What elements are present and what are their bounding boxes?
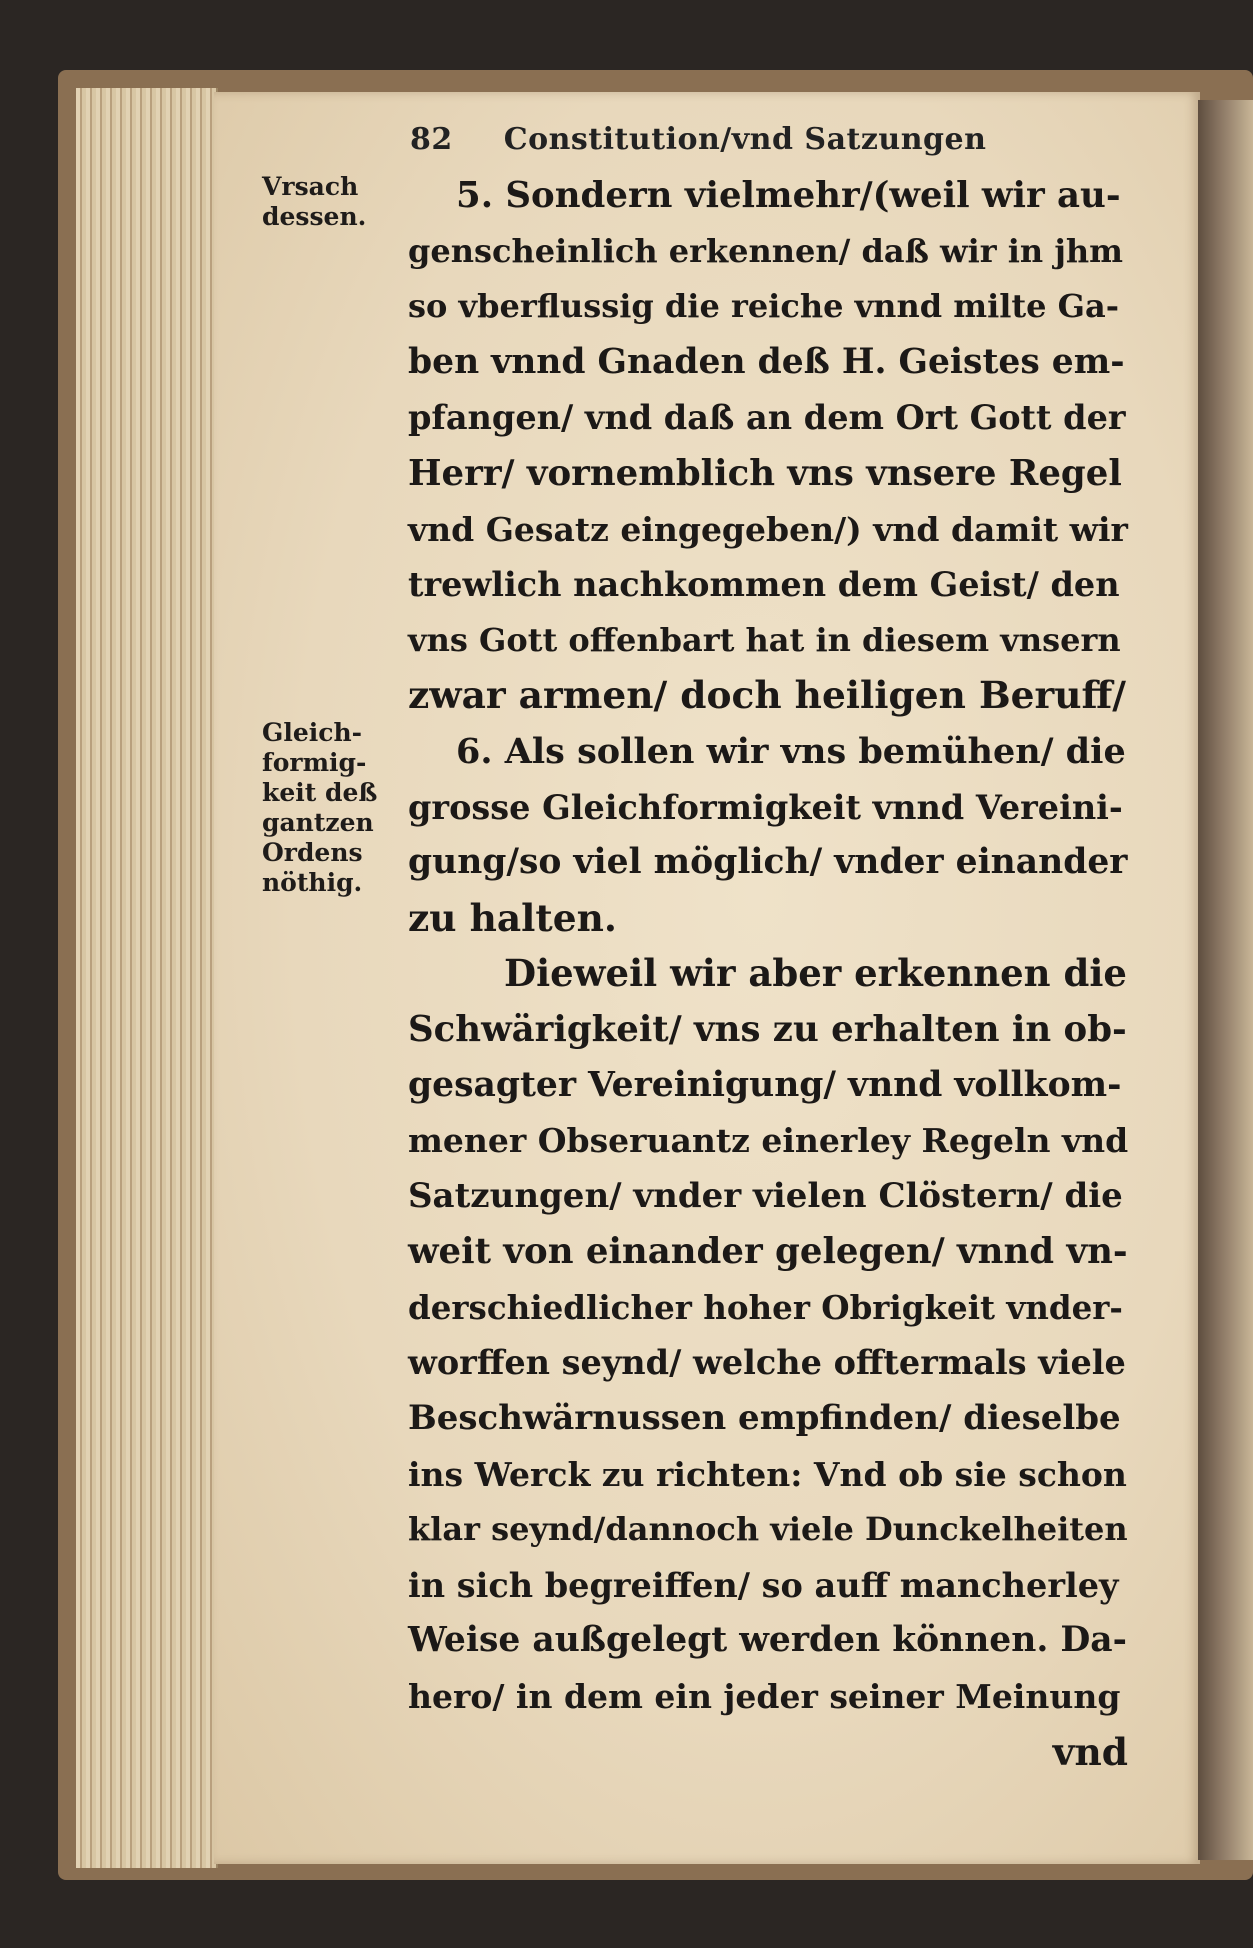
margin-note-line: nöthig. xyxy=(262,868,363,897)
margin-note-gleichformigkeit xyxy=(262,718,397,898)
text-line: 6. Als sollen wir vns bemühen/ die xyxy=(456,730,1126,772)
text-line: grosse Gleichformigkeit vnnd Vereini- xyxy=(408,787,1123,827)
text-line: gung/so viel möglich/ vnder einander xyxy=(408,842,1128,883)
margin-note-line: Gleich- xyxy=(262,718,363,747)
catchword: vnd xyxy=(1052,1729,1128,1774)
page-number: 82 xyxy=(410,122,453,157)
margin-note-line: gantzen xyxy=(262,808,374,837)
text-line: in sich begreiffen/ so auff mancherley xyxy=(408,1565,1119,1605)
margin-note-line: Vrsach xyxy=(262,172,359,201)
running-head xyxy=(410,122,1020,157)
text-line: hero/ in dem ein jeder seiner Meinung xyxy=(408,1677,1121,1717)
book-gutter xyxy=(1198,100,1253,1860)
text-line: pfangen/ vnd daß an dem Ort Gott der xyxy=(408,398,1126,438)
text-line: mener Obseruantz einerley Regeln vnd xyxy=(408,1121,1129,1161)
text-line: Weise außgelegt werden können. Da- xyxy=(408,1620,1127,1661)
text-line: vnd Gesatz eingegeben/) vnd damit wir xyxy=(408,509,1128,549)
margin-note-line: Ordens xyxy=(262,838,363,867)
text-line: vns Gott offenbart hat in diesem vnsern xyxy=(408,620,1121,659)
text-line: Dieweil wir aber erkennen die xyxy=(504,951,1127,996)
text-line: ins Werck zu richten: Vnd ob sie schon xyxy=(408,1454,1127,1494)
text-line: weit von einander gelegen/ vnnd vn- xyxy=(408,1231,1128,1273)
margin-note-line: dessen. xyxy=(262,202,367,231)
text-line: derschiedlicher hoher Obrigkeit vnder- xyxy=(408,1287,1123,1327)
margin-note-vrsach xyxy=(262,172,397,232)
margin-note-line: formig- xyxy=(262,748,367,777)
page-stack-edges xyxy=(76,88,218,1868)
text-line: Satzungen/ vnder vielen Clöstern/ die xyxy=(408,1175,1123,1216)
text-line: genscheinlich erkennen/ daß wir in jhm xyxy=(408,231,1124,270)
text-line: Schwärigkeit/ vns zu erhalten in ob- xyxy=(408,1008,1127,1050)
text-line: ben vnnd Gnaden deß H. Geistes em- xyxy=(408,341,1125,382)
text-line: trewlich nachkommen dem Geist/ den xyxy=(408,565,1120,605)
text-line: klar seynd/dannoch viele Dunckelheiten xyxy=(408,1510,1128,1549)
text-line: 5. Sondern vielmehr/(weil wir au- xyxy=(456,175,1121,216)
text-line: gesagter Vereinigung/ vnnd vollkom- xyxy=(408,1064,1122,1105)
body-text xyxy=(408,168,1128,1780)
text-line: zwar armen/ doch heiligen Beruff/ xyxy=(408,673,1126,718)
text-line: so vberflussig die reiche vnnd milte Ga- xyxy=(408,287,1120,326)
text-line: Beschwärnussen empfinden/ dieselbe xyxy=(408,1398,1121,1439)
text-line: Herr/ vornemblich vns vnsere Regel xyxy=(408,452,1122,494)
text-line: worffen seynd/ welche offtermals viele xyxy=(408,1343,1126,1383)
running-head-title: Constitution/vnd Satzungen xyxy=(503,122,987,157)
text-line: zu halten. xyxy=(408,895,617,940)
margin-note-line: keit deß xyxy=(262,778,378,807)
